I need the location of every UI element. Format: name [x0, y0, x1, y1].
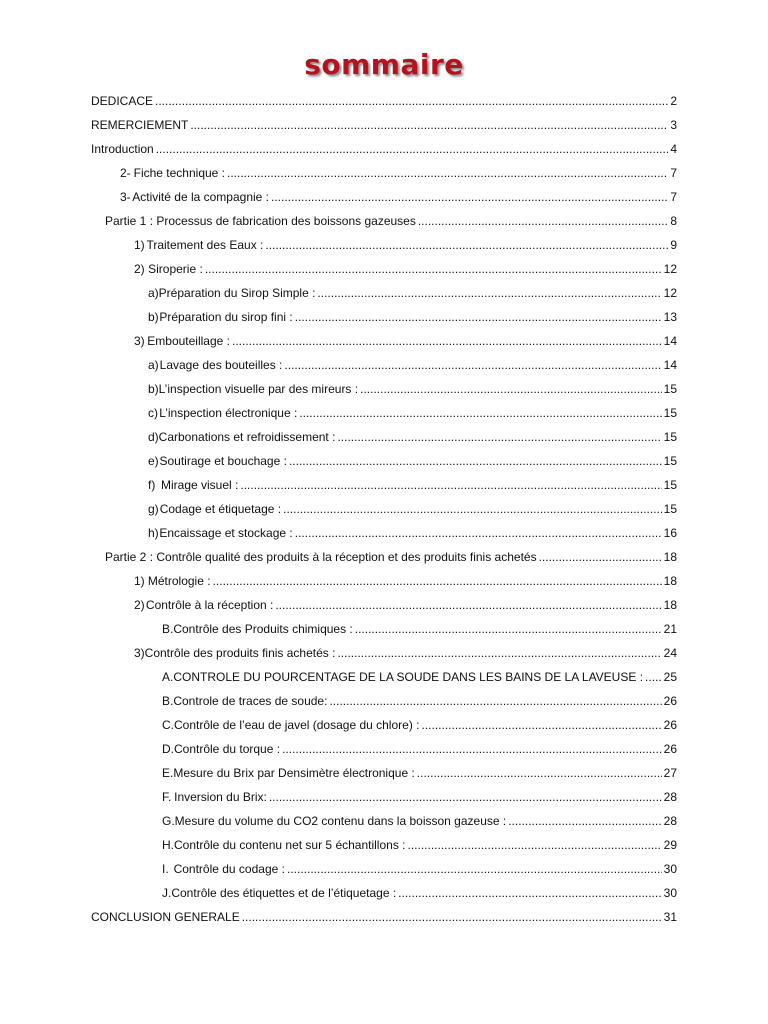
toc-entry-number: G.: [162, 814, 175, 828]
toc-entry-page: 15: [663, 406, 677, 420]
toc-entry-page: 15: [663, 382, 677, 396]
toc-entry-label: Mirage visuel :: [161, 478, 239, 492]
toc-entry-number: B.: [162, 694, 174, 708]
toc-entry-label: Préparation du sirop fini :: [159, 310, 293, 324]
toc-entry-page: 27: [663, 766, 677, 780]
toc-entry-label: DEDICACE: [91, 94, 154, 108]
toc-entry: [120, 166, 677, 188]
toc-entry-label: Embouteillage :: [147, 334, 230, 348]
toc-entry-label: Contrôle des Produits chimiques :: [173, 622, 353, 636]
toc-entry: [148, 430, 677, 452]
toc-entry-label: L’inspection électronique :: [159, 406, 298, 420]
toc-entry-page: 2: [670, 94, 677, 108]
toc-entry-label: REMERCIEMENT: [91, 118, 189, 132]
toc-entry-label: CONTROLE DU POURCENTAGE DE LA SOUDE DANS LES BAINS DE LA LAVEUSE :: [173, 670, 644, 684]
toc-entry-label: Partie 2 : Contrôle qualité des produits à la réception et des produits finis achetés: [105, 550, 537, 564]
toc-entry-page: 9: [670, 238, 677, 252]
toc-entry-label: Contrôle du torque :: [174, 742, 281, 756]
toc-entry-page: 15: [663, 430, 677, 444]
toc-entry: [148, 358, 677, 380]
toc-entry-page: 28: [663, 814, 677, 828]
toc-entry-number: h): [148, 526, 159, 540]
toc-entry-number: g): [148, 502, 159, 516]
toc-entry: [162, 718, 677, 740]
toc-entry-number: 1): [134, 574, 145, 588]
toc-entry-label: Controle de traces de soude:: [173, 694, 328, 708]
toc-entry-label: Traitement des Eaux :: [146, 238, 264, 252]
toc-entry-number: c): [148, 406, 158, 420]
toc-entry-label: Mesure du Brix par Densimètre électronique :: [173, 766, 415, 780]
toc-entry: [162, 862, 677, 884]
toc-entry-label: Contrôle du codage :: [173, 862, 285, 876]
toc-entry: [148, 502, 677, 524]
toc-entry-page: 18: [663, 574, 677, 588]
toc-entry-label: Métrologie :: [147, 574, 211, 588]
toc-entry-label: Encaissage et stockage :: [159, 526, 293, 540]
toc-entry-page: 15: [663, 478, 677, 492]
toc-entry-number: f): [148, 478, 156, 492]
toc-entry-number: A.: [162, 670, 174, 684]
toc-entry: [148, 478, 677, 500]
toc-entry-label: CONCLUSION GENERALE: [91, 910, 240, 924]
toc-entry: [134, 262, 677, 284]
toc-entry: [120, 190, 677, 212]
toc-entry-page: 14: [663, 358, 677, 372]
toc-entry: [162, 742, 677, 764]
toc-entry-label: L’inspection visuelle par des mireurs :: [158, 382, 359, 396]
toc-entry-label: Siroperie :: [148, 262, 203, 276]
toc-entry-label: Carbonations et refroidissement :: [158, 430, 336, 444]
toc-entry-label: Codage et étiquetage :: [159, 502, 282, 516]
toc-entry-number: H.: [162, 838, 174, 852]
toc-entry-page: 18: [663, 550, 677, 564]
toc-entry-page: 8: [670, 214, 677, 228]
toc-entry-page: 12: [663, 286, 677, 300]
toc-entry-label: Contrôle du contenu net sur 5 échantillons :: [174, 838, 406, 852]
toc-entry: [148, 286, 677, 308]
toc-entry: [162, 622, 677, 644]
toc-entry-number: d): [148, 430, 159, 444]
toc-entry-number: 3): [134, 646, 145, 660]
toc-entry-label: Lavage des bouteilles :: [159, 358, 283, 372]
toc-entry-number: a): [148, 358, 159, 372]
toc-entry-page: 29: [663, 838, 677, 852]
toc-entry-number: 2): [134, 262, 145, 276]
toc-entry-number: 3): [134, 334, 145, 348]
toc-entry: [148, 406, 677, 428]
toc-entry-page: 31: [663, 910, 677, 924]
toc-entry-label: Activité de la compagnie :: [132, 190, 270, 204]
toc-entry: [91, 142, 677, 164]
toc-entry: [148, 310, 677, 332]
toc-entry-page: 30: [663, 862, 677, 876]
toc-entry-label: Fiche technique :: [133, 166, 226, 180]
toc-entry-number: B.: [162, 622, 174, 636]
toc-entry-number: a): [148, 286, 159, 300]
toc-entry-label: Contrôle des étiquettes et de l’étiquetage :: [171, 886, 397, 900]
toc-entry-number: 3-: [120, 190, 131, 204]
toc-entry: [134, 646, 677, 668]
toc-entry: [91, 910, 677, 932]
toc-entry-page: 15: [663, 502, 677, 516]
toc-entry-page: 24: [663, 646, 677, 660]
toc-entry-page: 16: [663, 526, 677, 540]
toc-entry-number: 2-: [120, 166, 131, 180]
toc-entry: [134, 598, 677, 620]
toc-entry-page: 7: [670, 190, 677, 204]
toc-entry: [134, 574, 677, 596]
toc-entry: [148, 526, 677, 548]
toc-entry: [162, 670, 677, 692]
toc-entry-number: E.: [162, 766, 174, 780]
page-title: sommaire: [304, 48, 464, 81]
toc-entry-label: Préparation du Sirop Simple :: [158, 286, 316, 300]
toc-entry-page: 26: [663, 742, 677, 756]
toc-entry-page: 3: [670, 118, 677, 132]
toc-entry-label: Introduction: [91, 142, 154, 156]
toc-entry: [134, 238, 677, 260]
toc-entry-page: 28: [663, 790, 677, 804]
toc-entry-number: b): [148, 310, 159, 324]
toc-entry-label: Mesure du volume du CO2 contenu dans la boisson gazeuse :: [174, 814, 507, 828]
toc-entry-number: b): [148, 382, 159, 396]
toc-entry-number: J.: [162, 886, 172, 900]
toc-entry-number: 2): [134, 598, 145, 612]
toc-entry-page: 7: [670, 166, 677, 180]
toc-entry: [148, 454, 677, 476]
toc-entry-number: F.: [162, 790, 172, 804]
toc-entry: [134, 334, 677, 356]
toc-entry-page: 25: [663, 670, 677, 684]
toc-entry-label: Inversion du Brix:: [174, 790, 267, 804]
toc-entry: [162, 886, 677, 908]
toc-entry-page: 14: [663, 334, 677, 348]
toc-entry: [162, 838, 677, 860]
toc-entry: [105, 214, 677, 236]
toc-entry: [105, 550, 677, 572]
toc-entry: [148, 382, 677, 404]
toc-entry-label: Partie 1 : Processus de fabrication des boissons gazeuses: [105, 214, 416, 228]
toc-entry-label: Contrôle à la réception :: [145, 598, 274, 612]
toc-entry-page: 21: [663, 622, 677, 636]
toc-entry-page: 4: [670, 142, 677, 156]
toc-entry-page: 26: [663, 694, 677, 708]
toc-entry-label: Contrôle de l’eau de javel (dosage du chlore) :: [174, 718, 420, 732]
toc-entry: [91, 94, 677, 116]
toc-entry: [162, 766, 677, 788]
toc-entry: [162, 694, 677, 716]
toc-entry-number: D.: [162, 742, 174, 756]
toc-entry: [91, 118, 677, 140]
toc-entry: [162, 790, 677, 812]
toc-entry-page: 18: [663, 598, 677, 612]
toc-entry-page: 13: [663, 310, 677, 324]
toc-entry-page: 15: [663, 454, 677, 468]
toc-entry-number: e): [148, 454, 159, 468]
toc-entry-page: 12: [663, 262, 677, 276]
toc-entry-label: Contrôle des produits finis achetés :: [144, 646, 336, 660]
toc-entry-label: Soutirage et bouchage :: [159, 454, 287, 468]
toc-entry-number: I.: [162, 862, 169, 876]
toc-entry-number: 1): [134, 238, 145, 252]
toc-entry-number: C.: [162, 718, 174, 732]
toc-entry-page: 26: [663, 718, 677, 732]
toc-entry-page: 30: [663, 886, 677, 900]
toc-entry: [162, 814, 677, 836]
